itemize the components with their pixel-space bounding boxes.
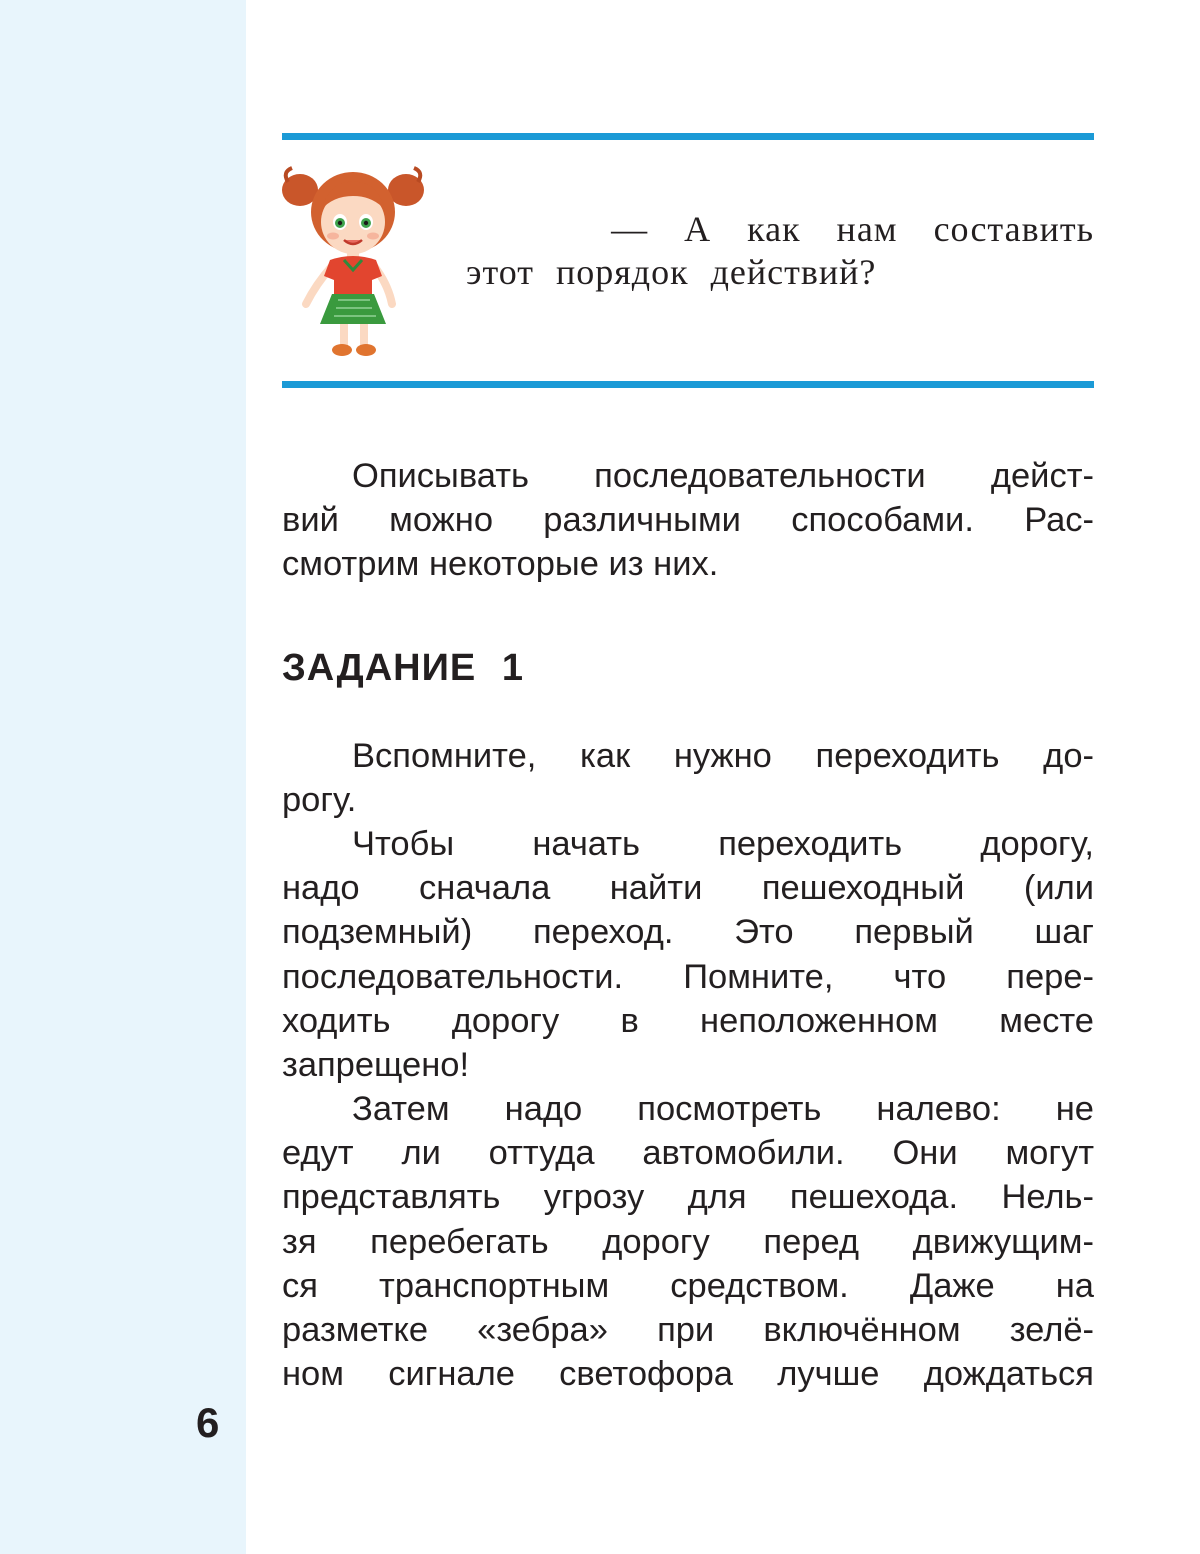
- dialog-line: этот порядок действий?: [466, 252, 877, 292]
- text-line: Вспомните, как нужно переходить до-: [352, 737, 1094, 775]
- text-line: рогу.: [282, 781, 357, 820]
- text-line: подземный) переход. Это первый шаг: [282, 913, 1094, 952]
- text-line: Описывать последовательности дейст-: [352, 457, 1094, 495]
- text-line: запрещено!: [282, 1046, 470, 1085]
- dialog-line: — А как нам составить: [611, 209, 1094, 249]
- text-line: Затем надо посмотреть налево: не: [352, 1090, 1094, 1128]
- intro-paragraph: [282, 454, 1094, 587]
- text-line: разметке «зебра» при включённом зелё-: [282, 1311, 1094, 1350]
- text-line: смотрим некоторые из них.: [282, 545, 719, 584]
- margin-band: [0, 0, 246, 1554]
- text-line: надо сначала найти пешеходный (или: [282, 869, 1094, 908]
- bottom-divider-rule: [282, 381, 1094, 388]
- task-paragraph-1: [282, 734, 1094, 822]
- text-line: Чтобы начать переходить дорогу,: [352, 825, 1094, 863]
- text-line: ном сигнале светофора лучше дождаться: [282, 1355, 1094, 1394]
- task-paragraph-3: [282, 1087, 1094, 1396]
- top-divider-rule: [282, 133, 1094, 140]
- text-line: вий можно различными способами. Рас-: [282, 501, 1094, 540]
- text-line: представлять угрозу для пешехода. Нель-: [282, 1178, 1094, 1217]
- girl-question: [466, 208, 1094, 294]
- text-line: ходить дорогу в неположенном месте: [282, 1001, 1094, 1040]
- text-line: ся транспортным средством. Даже на: [282, 1266, 1094, 1305]
- girl-illustration: [278, 160, 428, 360]
- task-heading: ЗАДАНИЕ 1: [282, 647, 524, 689]
- text-line: последовательности. Помните, что пере-: [282, 957, 1094, 996]
- text-line: зя перебегать дорогу перед движущим-: [282, 1222, 1094, 1261]
- text-line: едут ли оттуда автомобили. Они могут: [282, 1134, 1094, 1173]
- task-paragraph-2: [282, 822, 1094, 1087]
- page-number: 6: [196, 1399, 220, 1446]
